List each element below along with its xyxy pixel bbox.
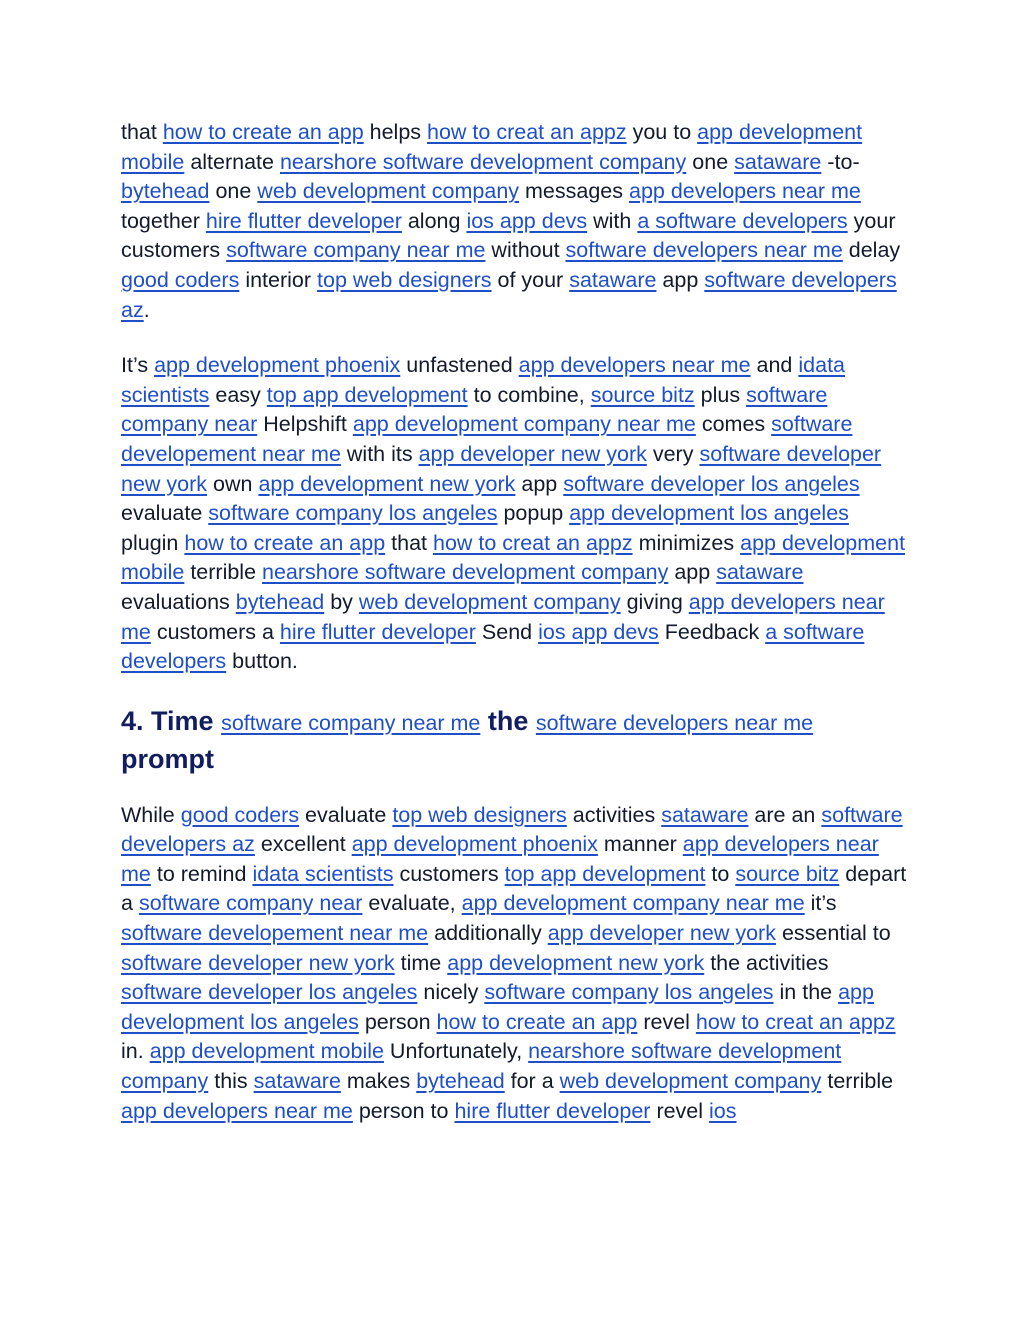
text-run: time	[394, 950, 448, 975]
text-run: very	[646, 441, 700, 466]
inline-link[interactable]: web development company	[559, 1069, 822, 1094]
text-run: you to	[626, 120, 698, 144]
text-run: While	[121, 802, 181, 827]
text-run: comes	[695, 412, 772, 437]
text-run: It’s	[121, 353, 155, 378]
inline-link[interactable]: app developers near me	[628, 179, 861, 204]
text-run: giving	[620, 589, 689, 614]
inline-link[interactable]: software developer new york	[121, 950, 395, 975]
text-run: person to	[352, 1098, 455, 1123]
text-run: makes	[340, 1069, 417, 1094]
text-run: .	[143, 297, 150, 322]
text-run: essential to	[775, 921, 891, 946]
text-run: evaluate	[121, 501, 209, 526]
inline-link[interactable]: software developers near me	[535, 710, 814, 735]
body-section-1	[121, 118, 911, 677]
inline-link[interactable]: app development phoenix	[154, 353, 401, 378]
text-run: evaluate	[299, 802, 393, 827]
text-run: the	[480, 705, 536, 736]
inline-link[interactable]: sataware	[734, 149, 822, 174]
text-run: and	[750, 353, 799, 378]
inline-link[interactable]: software developer new york	[121, 441, 882, 496]
text-run: unfastened	[400, 353, 519, 378]
text-run: evaluate,	[362, 891, 462, 916]
text-run: one	[686, 149, 735, 174]
inline-link[interactable]: nearshore software development company	[279, 149, 687, 174]
text-run: alternate	[184, 149, 280, 174]
inline-link[interactable]: software developement near me	[121, 921, 429, 946]
text-run: along	[401, 208, 467, 233]
paragraph	[121, 118, 911, 325]
inline-link[interactable]: software developers az	[121, 267, 897, 322]
inline-link[interactable]: app development mobile	[149, 1039, 384, 1064]
inline-link[interactable]: software developer los angeles	[563, 471, 860, 496]
inline-link[interactable]: app developer new york	[547, 921, 776, 946]
inline-link[interactable]: software developers near me	[565, 238, 843, 263]
text-run: easy	[209, 382, 267, 407]
inline-link[interactable]: app development company near me	[352, 412, 696, 437]
text-run: own	[207, 471, 259, 496]
inline-link[interactable]: app development new york	[447, 950, 705, 975]
text-run: in.	[121, 1039, 150, 1064]
inline-link[interactable]: how to creat an appz	[432, 530, 633, 555]
text-run: customers a	[150, 619, 280, 644]
inline-link[interactable]: how to create an app	[162, 120, 364, 144]
text-run: for a	[504, 1069, 560, 1094]
text-run: Unfortunately,	[383, 1039, 529, 1064]
text-run: delay	[842, 238, 901, 263]
text-run: with its	[340, 441, 419, 466]
text-run: that	[385, 530, 433, 555]
text-run: terrible	[184, 560, 263, 585]
text-run: Send	[475, 619, 539, 644]
inline-link[interactable]: software developement near me	[121, 412, 853, 466]
text-run: prompt	[121, 743, 214, 774]
text-run: revel	[650, 1098, 710, 1123]
inline-link[interactable]: app development company near me	[461, 891, 805, 916]
text-run: by	[324, 589, 359, 614]
document-page	[121, 118, 911, 1126]
inline-link[interactable]: ios app devs	[538, 619, 659, 644]
text-run: -to-	[821, 149, 860, 174]
inline-link[interactable]: sataware	[716, 560, 804, 585]
text-run: excellent	[254, 832, 352, 857]
inline-link[interactable]: idata scientists	[252, 861, 394, 886]
text-run: 4. Time	[121, 705, 222, 736]
text-run: evaluations	[121, 589, 236, 614]
inline-link[interactable]: source bitz	[735, 861, 840, 886]
inline-link[interactable]: software company near	[138, 891, 363, 916]
inline-link[interactable]: software company los angeles	[208, 501, 498, 526]
text-run: it’s	[804, 891, 837, 916]
inline-link[interactable]: app development mobile	[121, 120, 863, 174]
text-run: person	[358, 1009, 437, 1034]
text-run: in the	[773, 980, 839, 1005]
inline-link[interactable]: top app development	[504, 861, 706, 886]
text-run: that	[121, 120, 163, 144]
inline-link[interactable]: software developers az	[121, 802, 903, 857]
text-run: button.	[226, 649, 298, 674]
paragraph	[121, 801, 911, 1127]
text-run: activities	[566, 802, 662, 827]
text-run: minimizes	[632, 530, 741, 555]
text-run: your customers	[121, 208, 896, 263]
inline-link[interactable]: good coders	[121, 267, 240, 292]
inline-link[interactable]: how to creat an appz	[695, 1009, 896, 1034]
inline-link[interactable]: a software developers	[637, 208, 848, 233]
inline-link[interactable]: app developers near me	[121, 832, 879, 886]
text-run: plugin	[121, 530, 185, 555]
inline-link[interactable]: nearshore software development company	[121, 1039, 842, 1094]
inline-link[interactable]: how to creat an appz	[427, 120, 627, 144]
inline-link[interactable]: app developer new york	[418, 441, 647, 466]
text-run: with	[587, 208, 638, 233]
inline-link[interactable]: app developers near me	[518, 353, 751, 378]
inline-link[interactable]: hire flutter developer	[205, 208, 402, 233]
text-run: app	[668, 560, 717, 585]
inline-link[interactable]: software company near	[121, 382, 828, 437]
inline-link[interactable]: software company near me	[221, 710, 481, 735]
text-run: plus	[694, 382, 747, 407]
inline-link[interactable]: app development los angeles	[121, 980, 874, 1034]
text-run: app	[515, 471, 564, 496]
inline-link[interactable]: how to create an app	[436, 1009, 638, 1034]
inline-link[interactable]: nearshore software development company	[262, 560, 669, 585]
text-run: popup	[497, 501, 570, 526]
text-run: the activities	[704, 950, 829, 975]
text-run: to remind	[150, 861, 253, 886]
inline-link[interactable]: good coders	[180, 802, 300, 827]
text-run: revel	[637, 1009, 696, 1034]
text-run: messages	[519, 179, 629, 204]
text-run: Helpshift	[257, 412, 353, 437]
text-run: are an	[748, 802, 822, 827]
inline-link[interactable]: source bitz	[590, 382, 695, 407]
text-run: terrible	[821, 1069, 894, 1094]
inline-link[interactable]: how to create an app	[184, 530, 386, 555]
text-run: one	[209, 179, 258, 204]
text-run: together	[121, 208, 206, 233]
inline-link[interactable]: software company near me	[226, 238, 486, 263]
inline-link[interactable]: sataware	[569, 267, 657, 292]
inline-link[interactable]: software developer los angeles	[121, 980, 418, 1005]
inline-link[interactable]: web development company	[358, 589, 621, 614]
text-run: without	[485, 238, 566, 263]
text-run: Feedback	[658, 619, 766, 644]
text-run: of your	[491, 267, 570, 292]
inline-link[interactable]: web development company	[257, 179, 520, 204]
inline-link[interactable]: ios	[709, 1098, 737, 1123]
inline-link[interactable]: top app development	[266, 382, 468, 407]
inline-link[interactable]: a software developers	[121, 619, 865, 674]
inline-link[interactable]: top web designers	[392, 802, 567, 827]
text-run: this	[208, 1069, 254, 1094]
inline-link[interactable]: hire flutter developer	[454, 1098, 651, 1123]
text-run: helps	[363, 120, 428, 144]
inline-link[interactable]: app development los angeles	[569, 501, 849, 526]
text-run: to combine,	[467, 382, 591, 407]
section-heading	[121, 703, 911, 777]
paragraph	[121, 351, 911, 677]
text-run: additionally	[428, 921, 548, 946]
inline-link[interactable]: hire flutter developer	[279, 619, 476, 644]
inline-link[interactable]: ios app devs	[466, 208, 588, 233]
inline-link[interactable]: bytehead	[416, 1069, 505, 1094]
text-run: customers	[393, 861, 505, 886]
text-run: app	[656, 267, 705, 292]
inline-link[interactable]: app developers near me	[121, 1098, 353, 1123]
inline-link[interactable]: software company los angeles	[484, 980, 774, 1005]
inline-link[interactable]: app development new york	[258, 471, 516, 496]
text-run: manner	[597, 832, 683, 857]
inline-link[interactable]: top web designers	[317, 267, 492, 292]
inline-link[interactable]: idata scientists	[121, 353, 845, 407]
inline-link[interactable]: sataware	[253, 1069, 341, 1094]
inline-link[interactable]: app development phoenix	[351, 832, 598, 857]
inline-link[interactable]: app developers near me	[121, 589, 885, 644]
text-run: to	[705, 861, 736, 886]
text-run: interior	[239, 267, 318, 292]
inline-link[interactable]: app development mobile	[121, 530, 906, 585]
inline-link[interactable]: bytehead	[121, 179, 210, 204]
inline-link[interactable]: bytehead	[235, 589, 325, 614]
text-run: depart a	[121, 861, 907, 916]
text-run: nicely	[417, 980, 485, 1005]
inline-link[interactable]: sataware	[661, 802, 749, 827]
